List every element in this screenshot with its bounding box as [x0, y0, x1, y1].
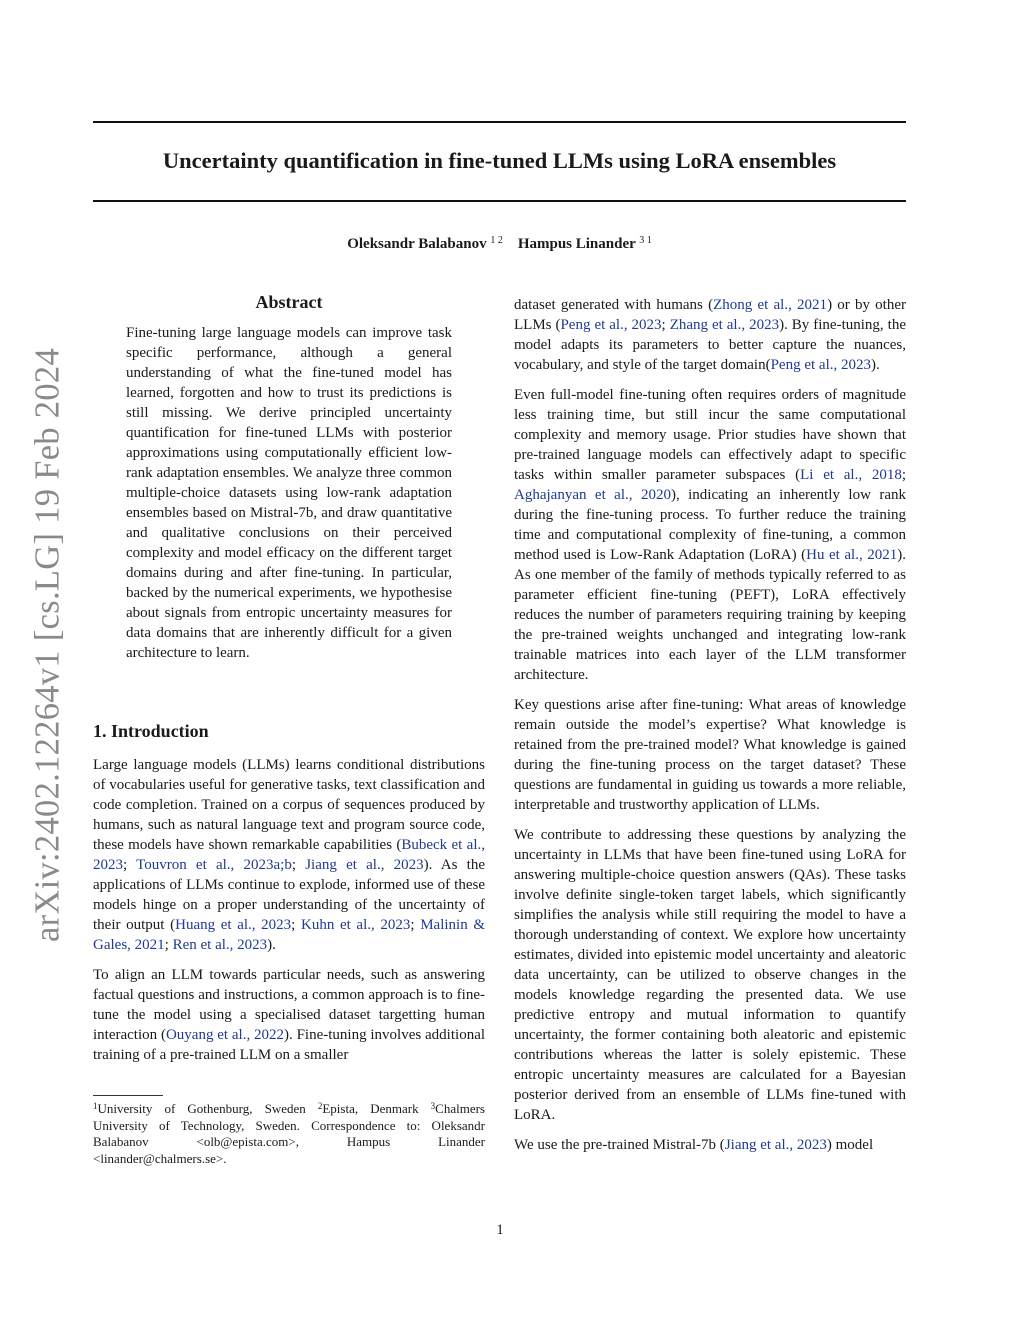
citation-link[interactable]: Ouyang et al., 2022 — [165, 1027, 285, 1043]
body-paragraph: We contribute to addressing these questions by analyzing the uncertainty in LLMs that have been fine-tuned using LoRA for answering multiple-choice question answers (QAs). These tasks involve definite single-token target labels, which significantly simplifies the analysis while still requiring the model to have a thorough understanding of context. We explore how uncertainty estimates, divided into epistemic model uncertainty and aleatoric data uncertainty, can be utilized to observe changes in the models knowledge regarding the presented data. We use predictive entropy and mutual information to quantify uncertainty, the former containing both aleatoric and epistemic contributions whereas the latter is solely epistemic. These entropic uncertainty measures are calculated for a Bayesian posterior derived from an ensemble of LLMs fine-tuned with LoRA. — [514, 827, 906, 1123]
citation-link[interactable]: Huang et al., 2023 — [175, 917, 292, 933]
paper-title: Uncertainty quantification in fine-tuned LLMs using LoRA ensembles — [162, 148, 837, 173]
citation-link[interactable]: Zhang et al., 2023 — [669, 317, 780, 333]
citation-link[interactable]: Peng et al., 2023 — [560, 317, 662, 333]
body-paragraph: Large language models (LLMs) learns conditional distributions of vocabularies useful for generative tasks, text classification and code completion. Trained on a corpus of sequences produced by humans, such as natural language text and program source code, these models have shown remarkable capabilities (Bubeck et al., 2023; Touvron et al., 2023a;b; Jiang et al., 2023). As the applications of LLMs continue to explode, informed use of these models hinge on a proper understanding of the uncertainty of their output (Huang et al., 2023; Kuhn et al., 2023; Malinin & Gales, 2021; Ren et al., 2023). — [93, 757, 486, 953]
citation-link[interactable]: Touvron et al., 2023a;b — [136, 857, 292, 873]
citation-link[interactable]: Li et al., 2018 — [800, 467, 902, 483]
author-name: Hampus Linander — [517, 236, 636, 252]
body-paragraph: We use the pre-trained Mistral-7b (Jiang et al., 2023) model — [514, 1137, 874, 1153]
citation-link[interactable]: Hu et al., 2021 — [806, 547, 898, 563]
abstract-paragraph: Fine-tuning large language models can improve task specific performance, although a general understanding of what the fine-tuned model has learned, forgotten and how to trust its predictions is still missing. We derive principled uncertainty quantification for fine-tuned LLMs with posterior approximations using computationally efficient low-rank adaptation ensembles. We analyze three common multiple-choice datasets using low-rank adaptation ensembles based on Mistral-7b, and draw quantitative and qualitative conclusions on their perceived complexity and model efficacy on the different target domains during and after fine-tuning. In particular, backed by the numerical experiments, we hypothesise about signals from entropic uncertainty measures for data domains that are inherently difficult for a given architecture to learn. — [126, 325, 452, 661]
right-column-body — [514, 295, 906, 1165]
body-paragraph: To align an LLM towards particular needs, such as answering factual questions and instructions, a common approach is to fine-tune the model using a specialised dataset targetting human interaction (Ouyang et al., 2022). Fine-tuning involves additional training of a pre-trained LLM on a smaller — [93, 967, 486, 1063]
author-name: Oleksandr Balabanov — [347, 236, 487, 252]
abstract-heading: Abstract — [255, 292, 323, 312]
body-paragraph: Even full-model fine-tuning often requires orders of magnitude less training time, but still incur the same computational complexity and memory usage. Prior studies have shown that pre-trained language models can effectively adapt to specific tasks within smaller parameter subspaces (Li et al., 2018; Aghajanyan et al., 2020), indicating an inherently low rank during the fine-tuning process. To further reduce the training time and computational complexity of fine-tuning, a common method used is Low-Rank Adaptation (LoRA) (Hu et al., 2021). As one member of the family of methods typically referred to as parameter efficient fine-tuning (PEFT), LoRA effectively reduces the number of parameters requiring training by keeping the pre-trained weights unchanged and integrating low-rank trainable matrices into each layer of the LLM transformer architecture. — [514, 387, 907, 683]
left-column-body — [93, 755, 485, 1075]
citation-link[interactable]: Jiang et al., 2023 — [724, 1137, 827, 1153]
section-heading-introduction: 1. Introduction — [93, 721, 209, 741]
citation-link[interactable]: Zhong et al., 2021 — [713, 297, 828, 313]
body-paragraph: Key questions arise after fine-tuning: What areas of knowledge remain outside the model’s expertise? What knowledge is retained from the pre-trained model? What knowledge is gained during the fine-tuning process on the target dataset? These questions are fundamental in guiding us towards a more reliable, interpretable and trustworthy application of LLMs. — [514, 697, 906, 813]
title-top-rule — [93, 121, 906, 123]
citation-link[interactable]: Bubeck et al., 2023 — [93, 837, 485, 873]
citation-link[interactable]: Jiang et al., 2023 — [305, 857, 424, 873]
citation-link[interactable]: Aghajanyan et al., 2020 — [514, 487, 671, 503]
author-affiliation-marks: 3 1 — [639, 235, 652, 246]
citation-link[interactable]: Peng et al., 2023 — [770, 357, 871, 373]
abstract-text — [126, 323, 452, 673]
author-affiliation-marks: 1 2 — [490, 235, 503, 246]
title-bottom-rule — [93, 200, 906, 202]
citation-link[interactable]: Kuhn et al., 2023 — [300, 917, 411, 933]
citation-link[interactable]: Malinin & Gales, 2021 — [93, 917, 486, 953]
page-number: 1 — [496, 1222, 504, 1238]
author-line — [93, 235, 906, 253]
body-paragraph: dataset generated with humans (Zhong et al., 2021) or by other LLMs (Peng et al., 2023; Zhang et al., 2023). By fine-tuning, the model adapts its parameters to better capture the nuances, vocabulary, and style of the target domain(Peng et al., 2023). — [514, 297, 907, 373]
arxiv-identifier-stamp: arXiv:2402.12264v1 [cs.LG] 19 Feb 2024 — [28, 348, 67, 942]
affiliation-footnotes: $^1$University of Gothenburg, Sweden $^2$Epista, Denmark $^3$Chalmers University of Technology, Sweden. Correspondence to: Oleksandr Balabanov <olb@epista.com>, Hampus Linander <linander@chalmers.se>. — [93, 1101, 485, 1166]
footnote-separator — [93, 1095, 163, 1096]
citation-link[interactable]: Ren et al., 2023 — [172, 937, 268, 953]
